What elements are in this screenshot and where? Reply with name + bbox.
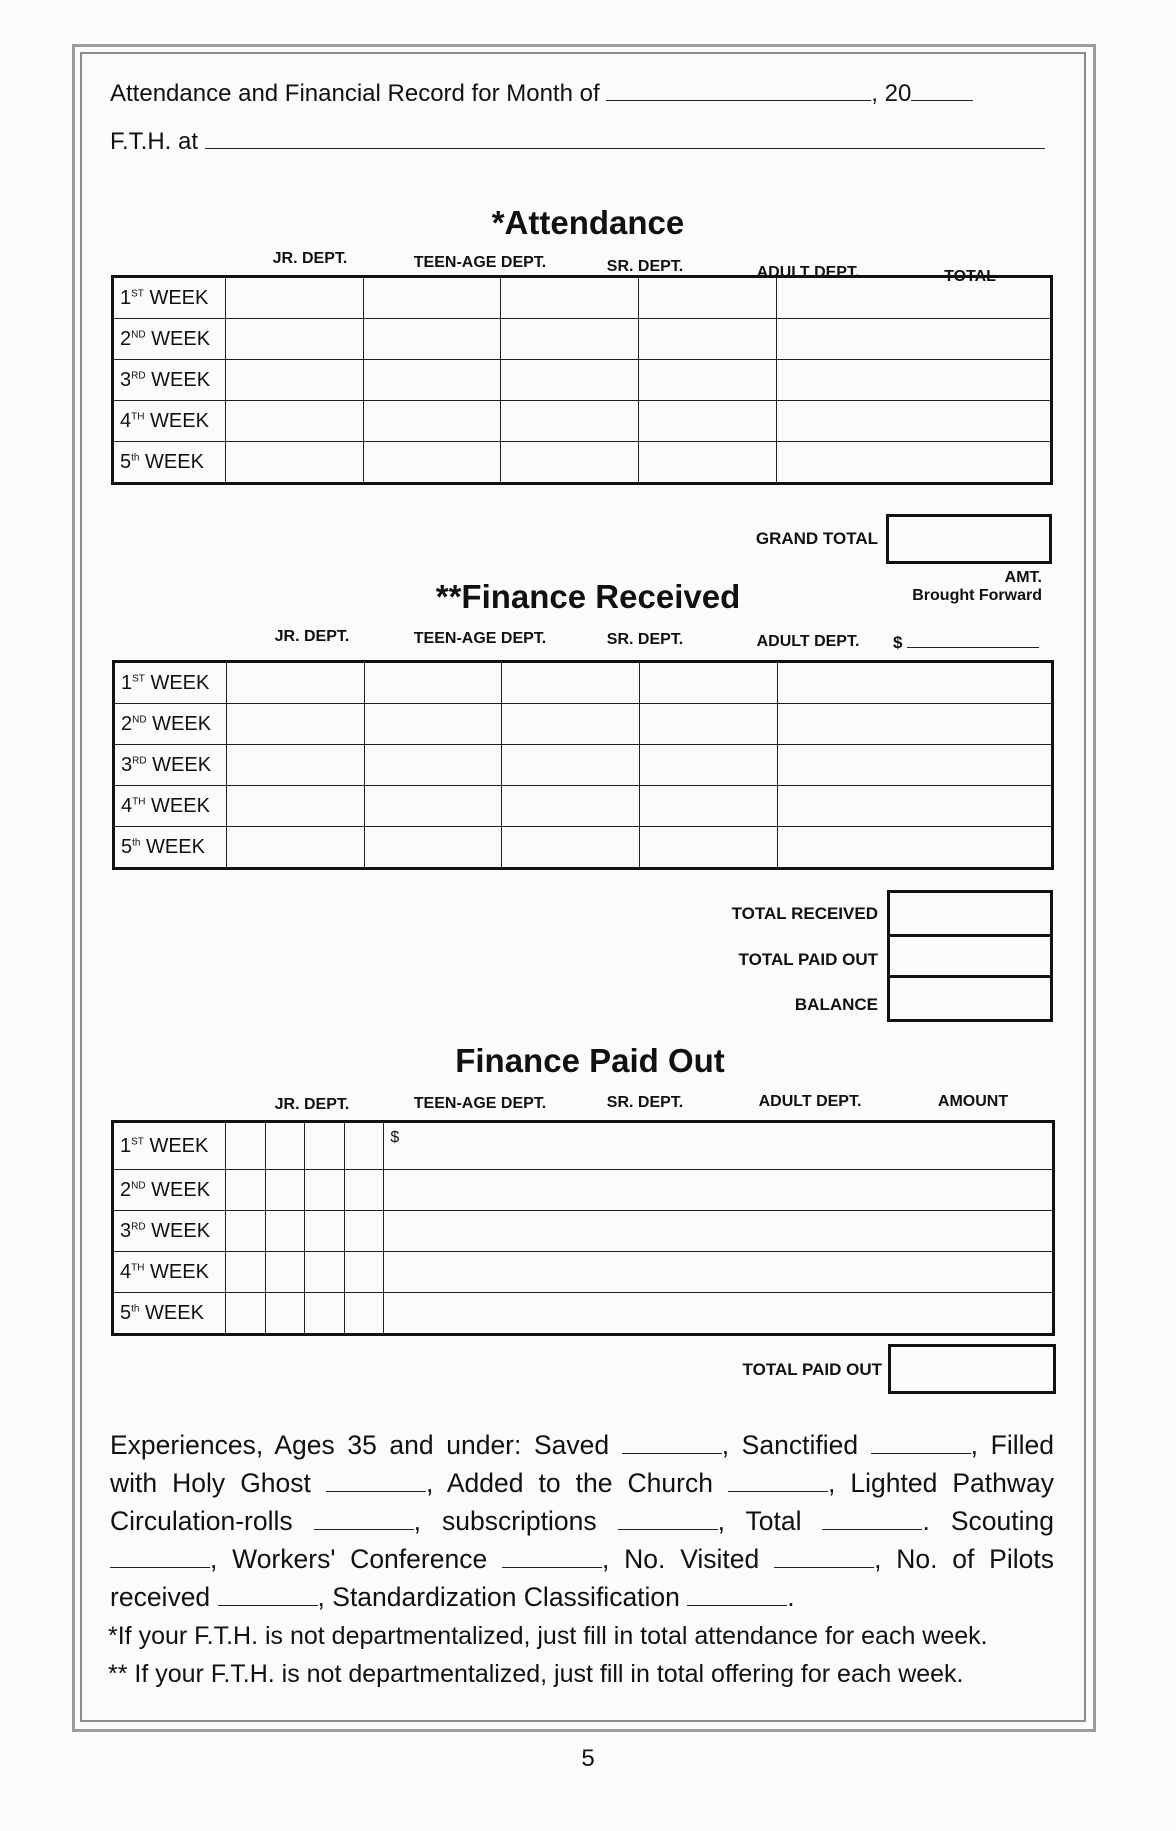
cell[interactable] (501, 319, 639, 360)
week-label: 5th WEEK (113, 442, 226, 484)
amount-cell[interactable] (384, 1211, 1054, 1252)
brought-forward-blank[interactable] (907, 647, 1039, 648)
balance-box[interactable] (887, 978, 1053, 1022)
cell[interactable] (226, 1293, 266, 1335)
col-header: SR. DEPT. (606, 258, 684, 275)
brought-forward-label: Brought Forward (912, 587, 1042, 604)
week-label: 5th WEEK (113, 1293, 226, 1335)
cell[interactable] (227, 745, 365, 786)
cell[interactable] (227, 704, 365, 745)
cell[interactable] (638, 360, 776, 401)
cell[interactable] (226, 401, 364, 442)
saved-field[interactable] (622, 1453, 722, 1454)
cell[interactable] (363, 360, 501, 401)
cell[interactable] (226, 1170, 266, 1211)
cell[interactable] (226, 277, 364, 319)
scouting-field[interactable] (110, 1567, 210, 1568)
cell[interactable] (363, 401, 501, 442)
cell[interactable] (363, 277, 501, 319)
attendance-title: *Attendance (491, 204, 685, 241)
record-title: Attendance and Financial Record for Month of (110, 80, 600, 107)
table-row (114, 662, 1053, 704)
col-header: ADULT DEPT. (756, 633, 860, 650)
table-row (114, 827, 1053, 869)
cell[interactable] (776, 401, 1051, 442)
col-header: JR. DEPT. (272, 250, 348, 267)
cell[interactable] (364, 745, 502, 786)
week-label: 3RD WEEK (113, 1211, 226, 1252)
cell[interactable] (305, 1293, 345, 1335)
col-header: TEEN-AGE DEPT. (413, 630, 547, 647)
table-row (113, 1170, 1054, 1211)
cell[interactable] (265, 1170, 305, 1211)
table-row (113, 1293, 1054, 1335)
week-label: 4TH WEEK (114, 786, 227, 827)
cell[interactable] (501, 360, 639, 401)
cell[interactable] (305, 1122, 345, 1170)
table-row (113, 277, 1052, 319)
cell[interactable] (226, 319, 364, 360)
no-visited-field[interactable] (774, 1567, 874, 1568)
total-paid-out-label: TOTAL PAID OUT (738, 950, 878, 969)
year-field[interactable] (911, 100, 973, 101)
cell[interactable] (305, 1211, 345, 1252)
cell[interactable] (227, 786, 365, 827)
total-received-box[interactable] (887, 890, 1053, 937)
attendance-table (111, 275, 1053, 485)
col-header: AMOUNT (937, 1093, 1009, 1110)
table-row (113, 360, 1052, 401)
record-title-line (110, 80, 973, 108)
cell[interactable] (265, 1252, 305, 1293)
year-prefix: , 20 (871, 80, 912, 107)
finance-received-table (112, 660, 1054, 870)
amount-cell[interactable] (384, 1293, 1054, 1335)
table-row (113, 1252, 1054, 1293)
cell[interactable] (226, 1211, 266, 1252)
pilots-received-field[interactable] (218, 1605, 318, 1606)
total-paid-out-box[interactable] (887, 934, 1053, 978)
table-row (113, 442, 1052, 484)
cell[interactable] (777, 662, 1052, 704)
week-label: 5th WEEK (114, 827, 227, 869)
cell[interactable] (501, 442, 639, 484)
week-label: 3RD WEEK (113, 360, 226, 401)
week-label: 2ND WEEK (113, 319, 226, 360)
cell[interactable] (776, 277, 1051, 319)
cell[interactable] (638, 442, 776, 484)
col-header: TOTAL (944, 268, 996, 285)
cell[interactable] (638, 401, 776, 442)
sanctified-field[interactable] (871, 1453, 971, 1454)
month-field[interactable] (606, 100, 871, 101)
circulation-rolls-field[interactable] (314, 1529, 414, 1530)
total-paid-out-summary-box[interactable] (888, 1344, 1056, 1394)
brought-forward-field[interactable] (893, 633, 1039, 653)
week-label: 1ST WEEK (114, 662, 227, 704)
balance-label: BALANCE (794, 995, 878, 1014)
experiences-paragraph: Experiences, Ages 35 and under: Saved , Sanctified , Filled with Holy Ghost , Added to the Church , Lighted Pathway Circulation-rolls , subscriptions , Total . Scouting , Workers' Conference , No. Visited , No. of Pilots received , Standardization Classification . (110, 1430, 1054, 1612)
week-label: 2ND WEEK (114, 704, 227, 745)
col-header: ADULT DEPT. (758, 1093, 862, 1110)
total-field[interactable] (822, 1529, 922, 1530)
cell[interactable] (776, 442, 1051, 484)
cell[interactable] (226, 1122, 266, 1170)
cell[interactable] (226, 360, 364, 401)
cell[interactable] (305, 1170, 345, 1211)
col-header: SR. DEPT. (606, 1094, 684, 1111)
table-row (113, 401, 1052, 442)
amount-cell[interactable] (384, 1252, 1054, 1293)
finance-paid-out-table (111, 1120, 1055, 1336)
amount-cell[interactable] (384, 1122, 1054, 1170)
fth-line (110, 128, 1045, 156)
cell[interactable] (502, 827, 640, 869)
amt-label: AMT. (1004, 569, 1042, 586)
cell[interactable] (364, 704, 502, 745)
cell[interactable] (777, 827, 1052, 869)
fth-location-field[interactable] (205, 148, 1045, 149)
cell[interactable] (344, 1122, 384, 1170)
cell[interactable] (226, 442, 364, 484)
col-header: TEEN-AGE DEPT. (413, 254, 547, 271)
table-row (113, 319, 1052, 360)
cell[interactable] (364, 786, 502, 827)
cell[interactable] (344, 1252, 384, 1293)
week-label: 1ST WEEK (113, 277, 226, 319)
standardization-classification-field[interactable] (687, 1605, 787, 1606)
cell[interactable] (265, 1122, 305, 1170)
cell[interactable] (364, 662, 502, 704)
cell[interactable] (305, 1252, 345, 1293)
cell[interactable] (502, 786, 640, 827)
cell[interactable] (502, 662, 640, 704)
week-label: 4TH WEEK (113, 401, 226, 442)
workers-conference-field[interactable] (502, 1567, 602, 1568)
cell[interactable] (639, 827, 777, 869)
cell[interactable] (501, 401, 639, 442)
week-label: 1ST WEEK (113, 1122, 226, 1170)
table-row (113, 1122, 1054, 1170)
cell[interactable] (638, 277, 776, 319)
cell[interactable] (364, 827, 502, 869)
grand-total-label: GRAND TOTAL (755, 529, 878, 548)
cell[interactable] (776, 360, 1051, 401)
cell[interactable] (639, 786, 777, 827)
table-row (114, 786, 1053, 827)
cell[interactable] (777, 704, 1052, 745)
cell[interactable] (776, 319, 1051, 360)
week-label: 2ND WEEK (113, 1170, 226, 1211)
cell[interactable] (344, 1211, 384, 1252)
total-paid-out-summary-label: TOTAL PAID OUT (742, 1360, 882, 1379)
cell[interactable] (363, 319, 501, 360)
fth-label: F.T.H. at (110, 128, 199, 155)
cell[interactable] (227, 827, 365, 869)
cell[interactable] (502, 704, 640, 745)
week-label: 3RD WEEK (114, 745, 227, 786)
cell[interactable] (502, 745, 640, 786)
subscriptions-field[interactable] (618, 1529, 718, 1530)
holy-ghost-field[interactable] (326, 1491, 426, 1492)
week-label: 4TH WEEK (113, 1252, 226, 1293)
footnote-offering: ** If your F.T.H. is not departmentalized, just fill in total offering for each week. (108, 1660, 964, 1688)
cell[interactable] (777, 786, 1052, 827)
cell[interactable] (639, 704, 777, 745)
page-number: 5 (581, 1745, 595, 1772)
cell[interactable] (227, 662, 365, 704)
cell[interactable] (265, 1211, 305, 1252)
cell[interactable] (638, 319, 776, 360)
dollar-sign: $ (893, 633, 903, 652)
col-header: SR. DEPT. (606, 631, 684, 648)
col-header: ADULT DEPT. (756, 264, 860, 281)
col-header: TEEN-AGE DEPT. (413, 1095, 547, 1112)
total-received-label: TOTAL RECEIVED (731, 904, 878, 923)
dollar-sign: $ (390, 1129, 400, 1146)
cell[interactable] (265, 1293, 305, 1335)
cell[interactable] (639, 662, 777, 704)
cell[interactable] (501, 277, 639, 319)
finance-received-title: **Finance Received (435, 578, 741, 615)
footnote-attendance: *If your F.T.H. is not departmentalized, just fill in total attendance for each week. (108, 1622, 988, 1650)
col-header: JR. DEPT. (274, 628, 350, 645)
cell[interactable] (344, 1170, 384, 1211)
finance-paid-out-title: Finance Paid Out (455, 1042, 725, 1079)
table-row (114, 745, 1053, 786)
table-row (114, 704, 1053, 745)
cell[interactable] (344, 1293, 384, 1335)
cell[interactable] (226, 1252, 266, 1293)
cell[interactable] (363, 442, 501, 484)
amount-cell[interactable] (384, 1170, 1054, 1211)
added-to-church-field[interactable] (728, 1491, 828, 1492)
col-header: JR. DEPT. (274, 1096, 350, 1113)
cell[interactable] (639, 745, 777, 786)
table-row (113, 1211, 1054, 1252)
cell[interactable] (777, 745, 1052, 786)
grand-total-box[interactable] (886, 514, 1052, 564)
